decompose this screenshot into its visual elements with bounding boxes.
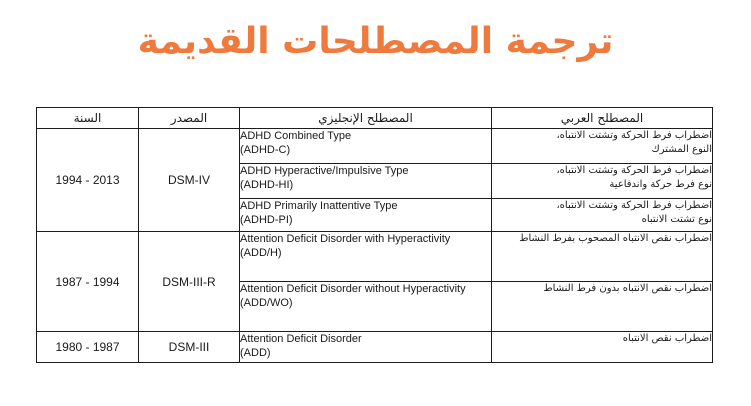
header-english-term: المصطلح الإنجليزي <box>240 108 492 129</box>
arabic-term-cell <box>492 129 713 164</box>
english-abbreviation: (ADD/H) <box>240 247 282 259</box>
arabic-term-line1: اضطراب نقص الانتباه بدون فرط النشاط <box>543 283 712 294</box>
arabic-term-cell <box>492 164 713 199</box>
english-abbreviation: (ADD/WO) <box>240 297 293 309</box>
english-term: Attention Deficit Disorder <box>240 333 362 345</box>
arabic-term-line1: اضطراب نقص الانتباه المصحوب بفرط النشاط <box>519 233 712 244</box>
english-term-cell <box>240 129 492 164</box>
english-term-cell <box>240 164 492 199</box>
english-abbreviation: (ADD) <box>240 347 271 359</box>
header-arabic-term: المصطلح العربي <box>492 108 713 129</box>
year-cell: 1987 - 1994 <box>37 232 139 332</box>
source-cell: DSM-III <box>139 332 240 363</box>
header-source: المصدر <box>139 108 240 129</box>
year-cell: 1980 - 1987 <box>37 332 139 363</box>
table-row <box>37 129 713 164</box>
english-abbreviation: (ADHD-HI) <box>240 179 294 191</box>
terminology-table <box>36 107 713 363</box>
header-year: السنة <box>37 108 139 129</box>
arabic-term-line1: اضطراب فرط الحركة وتشتت الانتباه، <box>556 165 712 176</box>
arabic-term-line2: نوع فرط حركة واندفاعية <box>609 179 712 190</box>
source-cell: DSM-III-R <box>139 232 240 332</box>
page-title: ترجمة المصطلحات القديمة <box>137 21 614 62</box>
arabic-term-line1: اضطراب نقص الانتباه <box>622 333 712 344</box>
arabic-term-cell <box>492 199 713 232</box>
arabic-term-line2: النوع المشترك <box>651 144 712 155</box>
english-term-cell <box>240 232 492 282</box>
english-term-cell <box>240 282 492 332</box>
english-term: Attention Deficit Disorder with Hyperactivity <box>240 233 451 245</box>
source-cell: DSM-IV <box>139 129 240 232</box>
english-abbreviation: (ADHD-PI) <box>240 214 293 226</box>
english-term: ADHD Primarily Inattentive Type <box>240 200 398 212</box>
year-cell: 1994 - 2013 <box>37 129 139 232</box>
arabic-term-cell <box>492 232 713 282</box>
table-row <box>37 232 713 282</box>
arabic-term-cell <box>492 282 713 332</box>
table-row <box>37 332 713 363</box>
arabic-term-cell <box>492 332 713 363</box>
english-term: ADHD Hyperactive/Impulsive Type <box>240 165 409 177</box>
english-term: Attention Deficit Disorder without Hyperactivity <box>240 283 466 295</box>
arabic-term-line1: اضطراب فرط الحركة وتشتت الانتباه، <box>556 130 712 141</box>
english-term: ADHD Combined Type <box>240 130 352 142</box>
english-abbreviation: (ADHD-C) <box>240 144 291 156</box>
arabic-term-line2: نوع تشتت الانتباه <box>641 214 712 225</box>
english-term-cell <box>240 199 492 232</box>
table-header-row <box>37 108 713 129</box>
arabic-term-line1: اضطراب فرط الحركة وتشتت الانتباه، <box>556 200 712 211</box>
english-term-cell <box>240 332 492 363</box>
